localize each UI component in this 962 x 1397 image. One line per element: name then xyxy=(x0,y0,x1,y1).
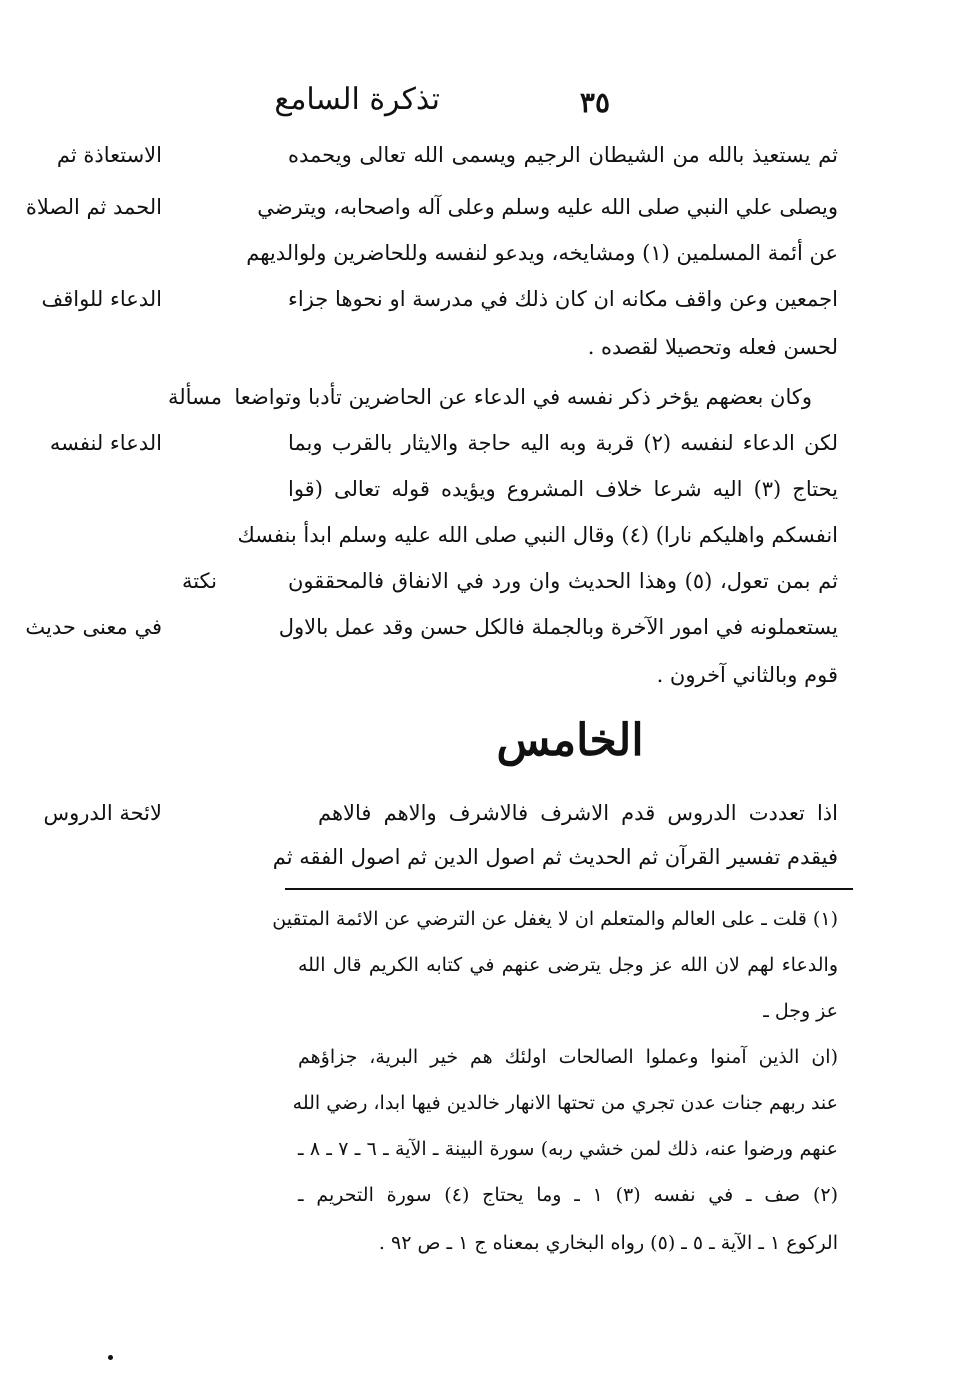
footnote-line: الركوع ١ ـ الآية ـ ٥ ـ (٥) رواه البخاري بمعناه ج ١ ـ ص ٩٢ . xyxy=(378,1232,838,1254)
body-line: اذا تعددت الدروس قدم الاشرف فالاشرف والاهم فالاهم xyxy=(318,801,838,825)
footnote-line: عنهم ورضوا عنه، ذلك لمن خشي ربه) سورة البينة ـ الآية ـ ٦ ـ ٧ ـ ٨ ـ xyxy=(298,1138,839,1160)
body-line: اجمعين وعن واقف مكانه ان كان ذلك في مدرسة او نحوها جزاء xyxy=(288,287,838,311)
body-line: ثم بمن تعول، (٥) وهذا الحديث وان ورد في الانفاق فالمحققون xyxy=(288,569,838,593)
section-heading: الخامس xyxy=(496,715,644,766)
margin-note: لائحة الدروس xyxy=(43,801,162,825)
body-line: ثم يستعيذ بالله من الشيطان الرجيم ويسمى الله تعالى ويحمده xyxy=(288,143,838,167)
page-number: ٣٥ xyxy=(579,86,610,119)
page-header xyxy=(274,78,610,128)
body-line: عن أئمة المسلمين (١) ومشايخه، ويدعو لنفسه وللحاضرين ولوالديهم xyxy=(246,241,838,265)
body-line: لكن الدعاء لنفسه (٢) قربة وبه اليه حاجة والايثار بالقرب وبما xyxy=(288,431,838,455)
footnote-line: (ان الذين آمنوا وعملوا الصالحات اولئك هم خير البرية، جزاؤهم xyxy=(298,1046,838,1068)
margin-note: مسألة xyxy=(167,385,222,409)
body-line: لحسن فعله وتحصيلا لقصده . xyxy=(587,335,838,359)
margin-note: الحمد ثم الصلاة xyxy=(25,195,162,219)
margin-note: الاستعاذة ثم xyxy=(56,143,162,167)
footnote-line: (١) قلت ـ على العالم والمتعلم ان لا يغفل عن الترضي عن الائمة المتقين xyxy=(272,908,838,930)
body-line: انفسكم واهليكم نارا) (٤) وقال النبي صلى الله عليه وسلم ابدأ بنفسك xyxy=(237,523,838,547)
body-line: وكان بعضهم يؤخر ذكر نفسه في الدعاء عن الحاضرين تأدبا وتواضعا xyxy=(234,385,812,409)
footnote-line: (٢) صف ـ في نفسه (٣) ١ ـ وما يحتاج (٤) سورة التحريم ـ xyxy=(298,1184,838,1206)
margin-note: نكتة xyxy=(181,569,217,593)
margin-note: الدعاء لنفسه xyxy=(49,431,162,455)
running-title: تذكرة السامع xyxy=(274,82,440,117)
body-line: يستعملونه في امور الآخرة وبالجملة فالكل حسن وقد عمل بالاول xyxy=(278,615,838,639)
body-line: ويصلى علي النبي صلى الله عليه وسلم وعلى آله واصحابه، ويترضي xyxy=(257,195,838,219)
margin-note: الدعاء للواقف xyxy=(41,287,162,311)
body-line: يحتاج (٣) اليه شرعا خلاف المشروع ويؤيده قوله تعالى (قوا xyxy=(288,477,838,501)
footnote-line: والدعاء لهم لان الله عز وجل يترضى عنهم في كتابه الكريم قال الله xyxy=(298,954,838,976)
margin-note: في معنى حديث xyxy=(25,615,162,639)
ink-speck xyxy=(108,1355,113,1360)
footnote-divider xyxy=(285,888,853,890)
body-line: قوم وبالثاني آخرون . xyxy=(656,663,838,687)
footnote-line: عند ربهم جنات عدن تجري من تحتها الانهار خالدين فيها ابدا، رضي الله xyxy=(292,1092,838,1114)
footnote-line: عز وجل ـ xyxy=(763,1000,838,1022)
body-line: فيقدم تفسير القرآن ثم الحديث ثم اصول الدين ثم اصول الفقه ثم xyxy=(272,845,838,869)
